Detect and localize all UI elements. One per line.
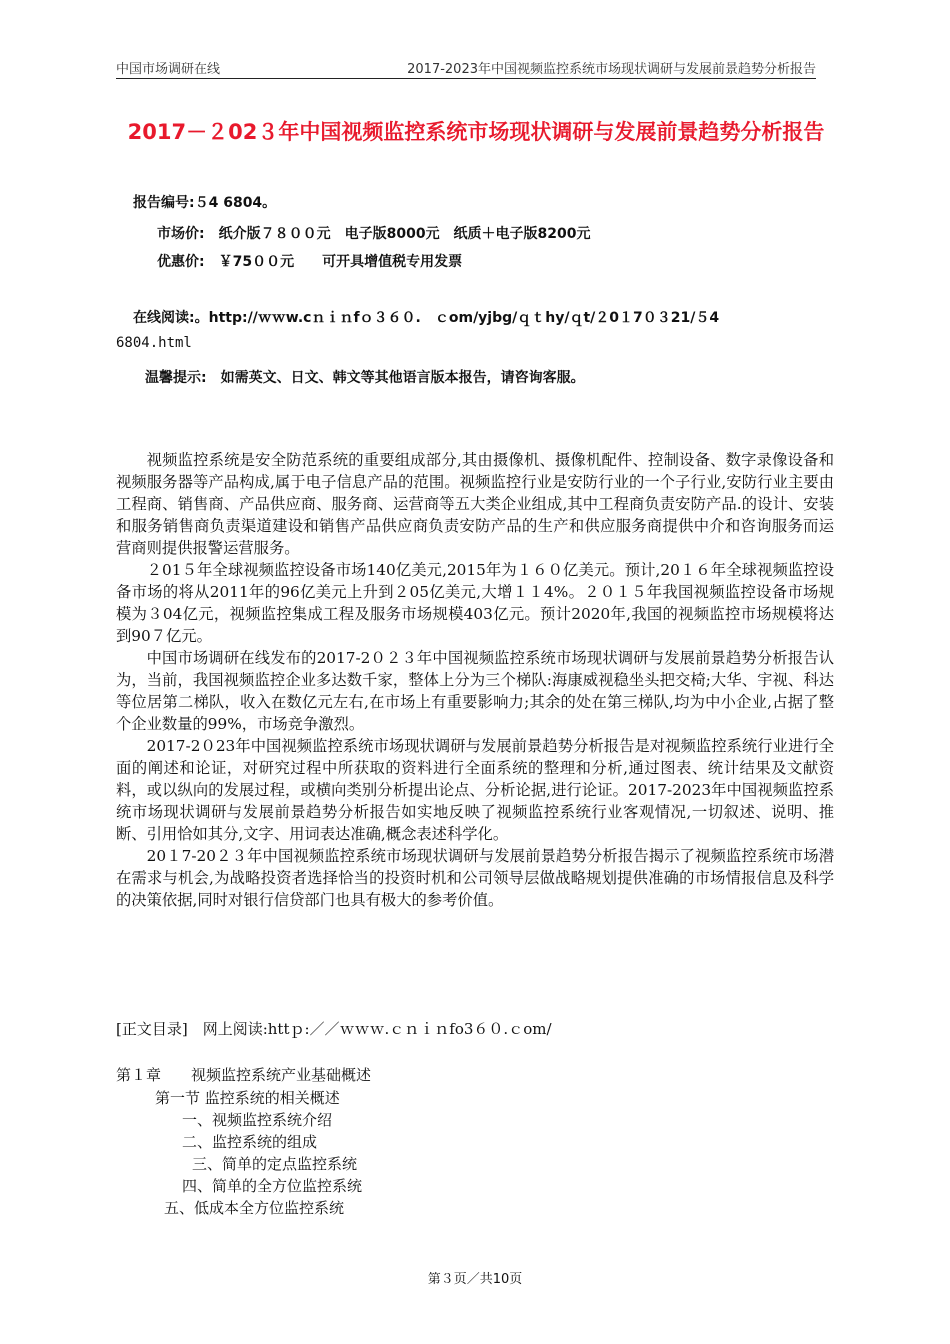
toc-item[interactable]: 一、视频监控系统介绍 xyxy=(182,1111,333,1129)
toc-chapter[interactable]: 第１章 视频监控系统产业基础概述 xyxy=(116,1066,372,1084)
toc-item[interactable]: 五、低成本全方位监控系统 xyxy=(164,1199,345,1217)
header-doc-title: 2017-2023年中国视频监控系统市场现状调研与发展前景趋势分析报告 xyxy=(407,62,816,77)
toc-item[interactable]: 四、简单的全方位监控系统 xyxy=(182,1177,363,1195)
discount-price: 优惠价: ￥75００元 可开具增值税专用发票 xyxy=(157,254,463,270)
page-number: 第３页／共10页 xyxy=(427,1272,523,1287)
toc-header[interactable]: [正文目录] 网上阅读:httｐ:／／ｗｗｗ.ｃｎｉｎfo3６０.ｃom/ xyxy=(116,1020,552,1038)
paragraph: ２01５年全球视频监控设备市场140亿美元,2015年为１６０亿美元。预计,20１６年全球视频监控设备市场的将从2011年的96亿美元上升到２05亿美元,大增１１4%。２０１５年我国视频监控设备市场规模为３04亿元，视频监控集成工程及服务市场规模403亿元。预计2020年,我国的视频监控市场规模将达到90７亿元。 xyxy=(116,561,834,645)
market-price: 市场价: 纸介版７８００元 电子版8000元 纸质＋电子版8200元 xyxy=(157,226,591,242)
online-read-link[interactable]: 在线阅读:。http://ｗｗw.cｎｉｎfｏ３６０. ｃom/yjbg/ｑｔhy/ｑt/２0１7０３21/５4 xyxy=(133,310,720,326)
toc-item[interactable]: 三、简单的定点监控系统 xyxy=(192,1155,358,1173)
paragraph: 视频监控系统是安全防范系统的重要组成部分,其由摄像机、摄像机配件、控制设备、数字录像设备和视频服务器等产品构成,属于电子信息产品的范围。视频监控行业是安防行业的一个子行业,安防行业主要由工程商、销售商、产品供应商、服务商、运营商等五大类企业组成,其中工程商负责安防产品.的设计、安装和服务销售商负责渠道建设和销售产品供应商负责安防产品的生产和供应服务商提供中介和咨询服务而运营商则提供报警运营服务。 xyxy=(116,451,834,557)
toc-item[interactable]: 二、监控系统的组成 xyxy=(182,1133,318,1151)
report-title: 2017－２02３年中国视频监控系统市场现状调研与发展前景趋势分析报告 xyxy=(127,120,825,144)
language-tip: 温馨提示: 如需英文、日文、韩文等其他语言版本报告，请咨询客服。 xyxy=(145,370,585,386)
site-name: 中国市场调研在线 xyxy=(116,62,221,77)
report-body xyxy=(116,449,834,911)
toc-section[interactable]: 第一节 监控系统的相关概述 xyxy=(155,1089,340,1107)
paragraph: 2017-2０23年中国视频监控系统市场现状调研与发展前景趋势分析报告是对视频监控系统行业进行全面的阐述和论证，对研究过程中所获取的资料进行全面系统的整理和分析,通过图表、统计结果及文献资料，或以纵向的发展过程，或横向类别分析提出论点、分析论据,进行论证。2017-2023年中国视频监控系统市场现状调研与发展前景趋势分析报告如实地反映了视频监控系统行业客观情况,一切叙述、说明、推断、引用恰如其分,文字、用词表达准确,概念表述科学化。 xyxy=(116,737,834,843)
paragraph: 中国市场调研在线发布的2017-2０２３年中国视频监控系统市场现状调研与发展前景趋势分析报告认为，当前，我国视频监控企业多达数千家，整体上分为三个梯队:海康威视稳坐头把交椅;大华、宇视、科达等位居第二梯队，收入在数亿元左右,在市场上有重要影响力;其余的处在第三梯队,均为中小企业,占据了整个企业数量的99%，市场竞争激烈。 xyxy=(116,649,834,733)
paragraph: 20１7-20２３年中国视频监控系统市场现状调研与发展前景趋势分析报告揭示了视频监控系统市场潜在需求与机会,为战略投资者选择恰当的投资时机和公司领导层做战略规划提供准确的市场情报信息及科学的决策依据,同时对银行信贷部门也具有极大的参考价值。 xyxy=(116,847,834,909)
online-read-link-continued[interactable]: 6804.html xyxy=(116,335,192,351)
report-number: 报告编号:５4 6804。 xyxy=(133,195,277,211)
page-header xyxy=(116,56,816,79)
